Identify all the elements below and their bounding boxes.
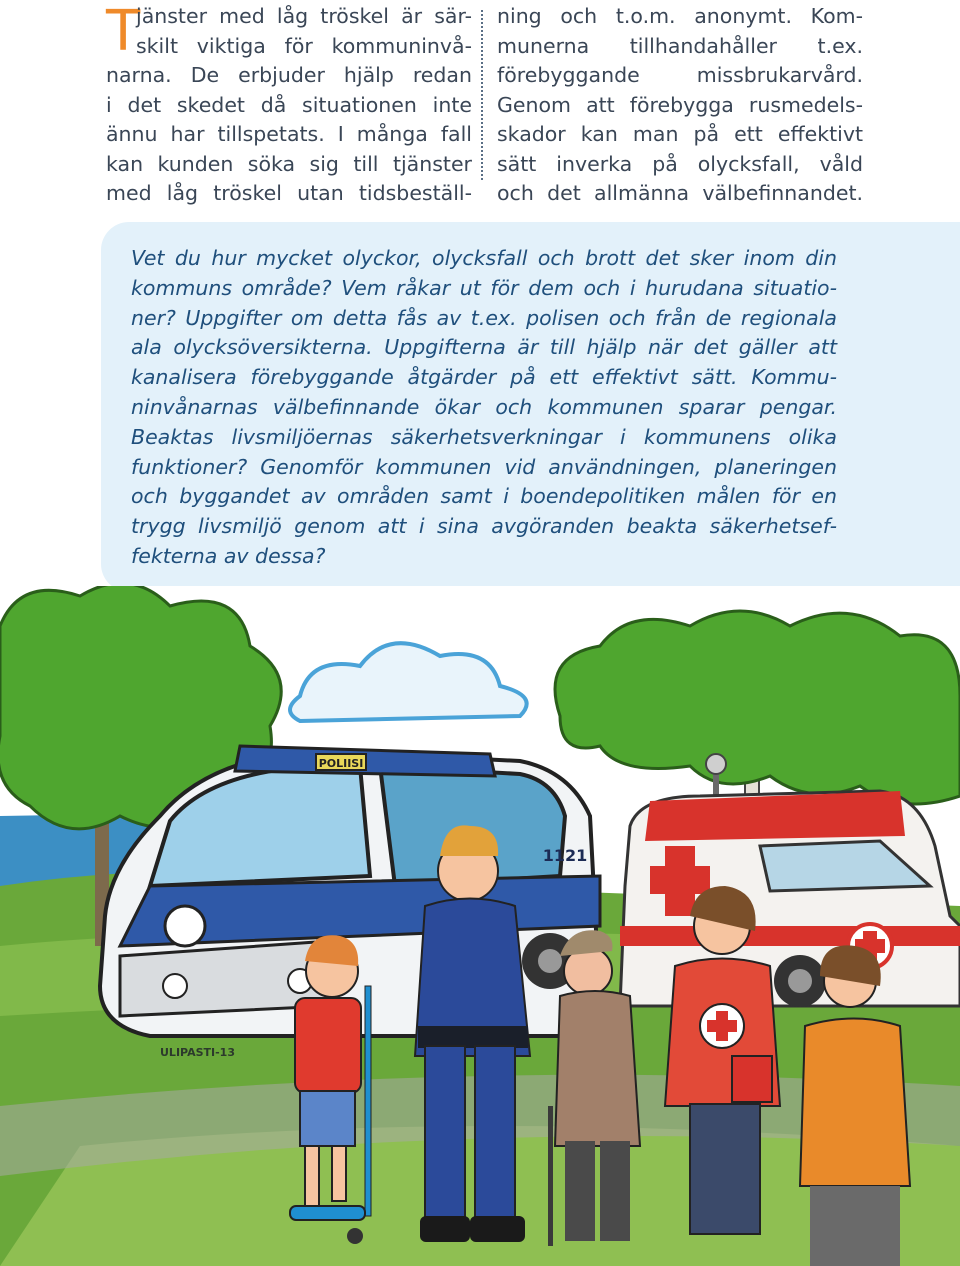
van-number: 1121	[542, 846, 588, 865]
info-line: ner? Uppgifter om detta fås av t.ex. polisen och från de regionala	[131, 305, 837, 330]
paragraph-line: skador kan man på ett effektivt	[497, 122, 863, 146]
column-divider	[481, 10, 483, 180]
info-line: ala olycksöversikterna. Uppgifterna är till hjälp när det gäller att	[131, 335, 837, 360]
paragraph-line: förebyggande missbrukarvård.	[497, 63, 863, 87]
info-line: fekterna av dessa?	[131, 543, 326, 568]
right-text-column	[497, 2, 863, 209]
paragraph-line: med låg tröskel utan tidsbeställ-	[106, 181, 472, 205]
community-safety-illustration	[0, 586, 960, 1266]
info-line: ninvånarnas välbefinnande ökar och kommunen sparar pengar.	[131, 394, 837, 419]
ambulance	[620, 791, 960, 1007]
paragraph-line: ännu har tillspetats. I många fall	[106, 122, 472, 146]
left-text-column	[106, 2, 472, 209]
paragraph-line: kan kunden söka sig till tjänster	[106, 151, 472, 176]
paragraph-line: sätt inverka på olycksfall, våld	[497, 151, 863, 176]
paragraph-line: och det allmänna välbefinnandet.	[497, 181, 863, 205]
paragraph-line: narna. De erbjuder hjälp redan	[106, 63, 472, 87]
info-line: och byggandet av områden samt i boendepolitiken målen för en	[131, 484, 837, 509]
paragraph-line: munerna tillhandahåller t.ex.	[497, 33, 863, 58]
artist-signature: ULIPASTI-13	[160, 1046, 235, 1059]
paragraph-line: i det skedet då situationen inte	[106, 92, 472, 117]
police-sign: POLIISI	[318, 757, 364, 770]
paragraph-line: jänster med låg tröskel är sär-	[136, 4, 472, 28]
info-box-text	[131, 244, 837, 572]
info-line: kommuns område? Vem råkar ut för dem och i hurudana situatio-	[131, 275, 837, 300]
info-line: Beaktas livsmiljöernas säkerhetsverkningar i kommunens olika	[131, 424, 837, 449]
info-line: kanalisera förebyggande åtgärder på ett effektivt sätt. Kommu-	[131, 365, 837, 390]
paragraph-line: ning och t.o.m. anonymt. Kom-	[497, 4, 863, 28]
info-line: Vet du hur mycket olyckor, olycksfall och brott det sker inom din	[131, 246, 837, 270]
info-line: funktioner? Genomför kommunen vid användningen, planeringen	[131, 454, 837, 479]
paragraph-line: skilt viktiga för kommuninvå-	[136, 33, 472, 58]
paragraph-line: Genom att förebygga rusmedels-	[497, 92, 863, 117]
info-line: trygg livsmiljö genom att i sina avgöranden beakta säkerhetsef-	[131, 514, 837, 539]
dropcap-letter: T	[106, 0, 141, 64]
